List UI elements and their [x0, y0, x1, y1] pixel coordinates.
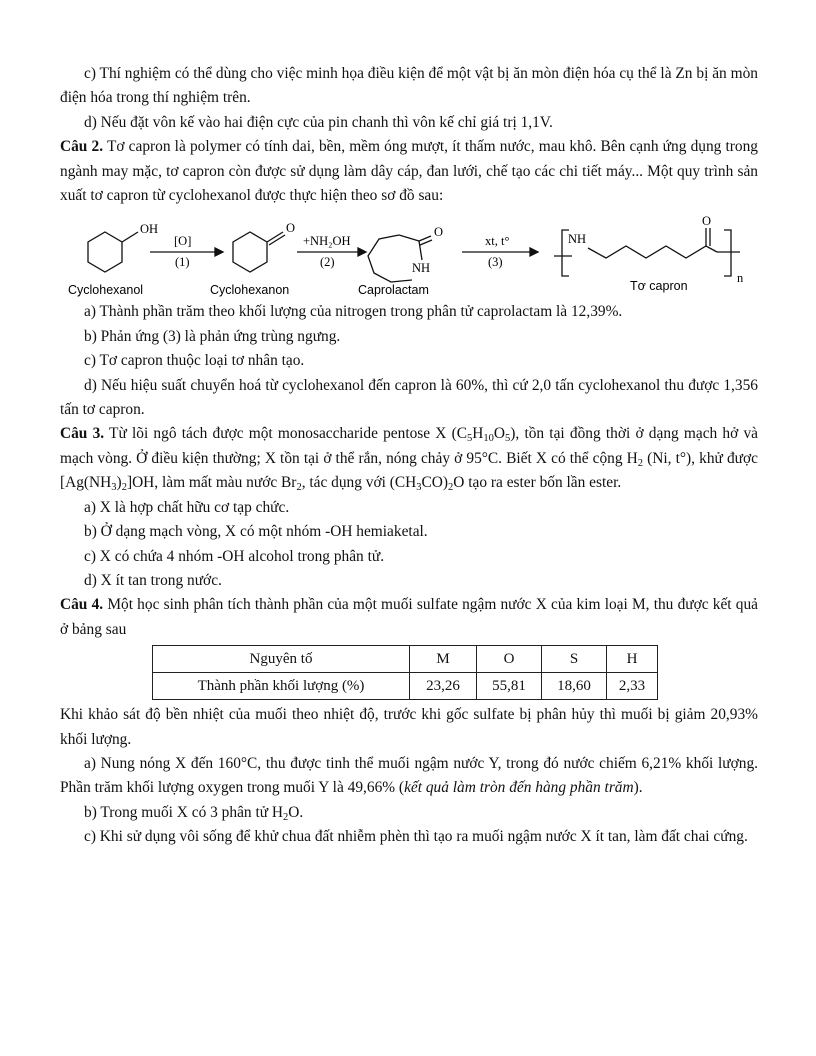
q3-subscript: 5	[467, 433, 473, 445]
ketone-oxygen: O	[286, 221, 296, 236]
q3-option-b: b) Ở dạng mạch vòng, X có một nhóm -OH hemiaketal.	[84, 523, 428, 541]
q1-option-d: d) Nếu đặt vôn kế vào hai điện cực của pin chanh thì vôn kế chỉ giá trị 1,1V.	[84, 113, 553, 131]
table-cell: 23,26	[410, 673, 477, 700]
q2-text: Tơ capron là polymer có tính dai, bền, mềm óng mượt, ít thấm nước, mau khô. Bên cạnh ứng dụng trong ngành may mặc, tơ capron còn được sử dụng làm dây cáp, đan lưới, chế tạo các chi tiết máy... Một quy trình sản xuất tơ capron từ cyclohexanol được thực hiện theo sơ đồ sau:	[60, 138, 758, 205]
q3-text-part: O	[493, 425, 506, 443]
q1-option-c-line1: c) Thí nghiệm có thể dùng cho việc minh họa điều kiện để một vật bị ăn mòn điện hóa cụ thể là	[84, 65, 672, 82]
q2-option-a: a) Thành phần trăm theo khối lượng của nitrogen trong phân tử caprolactam là 12,39%.	[84, 303, 623, 321]
q3-subscript: 3	[111, 482, 117, 494]
composition-table	[152, 645, 658, 700]
step3-conditions: xt, t°	[485, 234, 510, 249]
reaction-scheme	[60, 212, 758, 298]
q3-text-part: Từ lõi ngô tách được một monosaccharide pentose X (C	[104, 425, 468, 443]
q4-after-table: Khi khảo sát độ bền nhiệt của muối theo nhiệt độ, trước khi gốc sulfate bị phân hủy thì muối bị giảm 20,93% khối lượng.	[60, 706, 758, 748]
q4-option-a-end: ).	[633, 779, 643, 797]
lactam-oxygen: O	[434, 225, 444, 240]
q3-subscript: 2	[121, 482, 127, 494]
q2-option-d: d) Nếu hiệu suất chuyển hoá từ cyclohexanol đến capron là 60%, thì cứ 2,0 tấn cyclohexanol thu được 1,356 tấn tơ capron.	[60, 376, 758, 419]
q3-subscript: 10	[483, 433, 494, 445]
q4-option-a	[60, 752, 758, 801]
table-header-cell: S	[542, 646, 607, 673]
q2-stem	[60, 135, 758, 208]
chain-nh: NH	[568, 232, 587, 247]
q3-text-part: H	[472, 425, 484, 443]
q3-subscript: 2	[448, 482, 454, 494]
q3-option-d: d) X ít tan trong nước.	[84, 571, 222, 589]
q1-option-c-line2: Zn bị ăn mòn điện hóa trong thí nghiệm trên.	[60, 65, 758, 107]
q3-text-part: CO)	[421, 474, 449, 492]
q4-option-b-end: O.	[288, 803, 304, 821]
q3-stem	[60, 422, 758, 495]
q3-subscript: 2	[637, 457, 644, 469]
step2-reagent: +NH₂OH	[303, 234, 351, 249]
step3-number: (3)	[488, 255, 503, 270]
reaction-scheme-drawing	[60, 212, 758, 298]
table-cell: 55,81	[477, 673, 542, 700]
oh-group: OH	[140, 222, 159, 237]
q3-option-c: c) X có chứa 4 nhóm -OH alcohol trong phân tử.	[84, 547, 385, 565]
q3-subscript: 3	[416, 482, 422, 494]
q3-text-part: ]OH, làm mất màu nước Br	[126, 474, 297, 492]
q3-subscript: 2	[296, 482, 302, 494]
q4-option-a-text: a) Nung nóng X đến 160°C, thu được tinh thể muối ngậm nước Y, trong đó nước chiếm 6,21% khối lượng. Phần trăm khối lượng oxygen trong muối Y là 49,66% (	[60, 754, 758, 797]
step1-number: (1)	[175, 255, 190, 270]
q4-label: Câu 4.	[60, 596, 104, 614]
document-content	[60, 62, 758, 850]
q4-stem	[60, 593, 758, 642]
q3-text-part: )	[116, 474, 122, 492]
lactam-nh: NH	[412, 261, 431, 276]
q2-option-c: c) Tơ capron thuộc loại tơ nhân tạo.	[84, 352, 305, 370]
q4-option-b-subscript: 2	[283, 811, 289, 823]
table-cell: 2,33	[607, 673, 658, 700]
name-cyclohexanol: Cyclohexanol	[68, 283, 144, 298]
q1-option-c	[60, 62, 758, 111]
q3-text-part: O tạo ra ester bốn lần ester.	[453, 474, 622, 492]
q4-option-a-note: kết quả làm tròn đến hàng phần trăm	[404, 779, 634, 797]
name-to-capron: Tơ capron	[630, 279, 688, 294]
table-cell: 18,60	[542, 673, 607, 700]
chain-oxygen: O	[702, 214, 712, 229]
step1-reagent: [O]	[174, 234, 192, 249]
q3-subscript: 5	[505, 433, 511, 445]
q3-text-part: (Ni, t°), khử được [Ag(NH	[60, 449, 758, 492]
table-header-cell: H	[607, 646, 658, 673]
capron-chain	[588, 246, 717, 258]
cyclohexanol-ring	[88, 232, 122, 272]
q3-text-part: ), tồn tại đồng thời ở dạng mạch hở và mạch vòng. Ở điều kiện thường; X tồn tại ở thể rắn, nóng chảy ở 95°C. Biết X có thể cộng H	[60, 425, 758, 467]
step2-number: (2)	[320, 255, 335, 270]
table-header-cell: Nguyên tố	[153, 646, 410, 673]
q3-text-part: , tác dụng với (CH	[301, 474, 417, 492]
q2-label: Câu 2.	[60, 138, 104, 156]
cyclohexanone-ring	[233, 232, 267, 272]
table-header-row	[153, 646, 658, 673]
table-header-cell: O	[477, 646, 542, 673]
table-row	[153, 673, 658, 700]
q4-option-b-text: b) Trong muối X có 3 phân tử H	[84, 803, 284, 821]
table-cell: Thành phần khối lượng (%)	[153, 673, 410, 700]
q4-option-c: c) Khi sử dụng vôi sống để khử chua đất nhiễm phèn thì tạo ra muối ngậm nước X ít tan, làm đất chai cứng.	[84, 828, 748, 846]
q3-label: Câu 3.	[60, 425, 105, 443]
q4-option-b	[60, 801, 758, 825]
caprolactam-ring	[368, 235, 412, 282]
name-cyclohexanon: Cyclohexanon	[210, 283, 290, 298]
name-caprolactam: Caprolactam	[358, 283, 429, 298]
table-header-cell: M	[410, 646, 477, 673]
polymer-n: n	[737, 271, 744, 286]
q2-option-b: b) Phản ứng (3) là phản ứng trùng ngưng.	[84, 327, 341, 345]
q4-text: Một học sinh phân tích thành phần của một muối sulfate ngậm nước X của kim loại M, thu được kết quả ở bảng sau	[60, 596, 758, 638]
q3-option-a: a) X là hợp chất hữu cơ tạp chức.	[84, 498, 290, 516]
